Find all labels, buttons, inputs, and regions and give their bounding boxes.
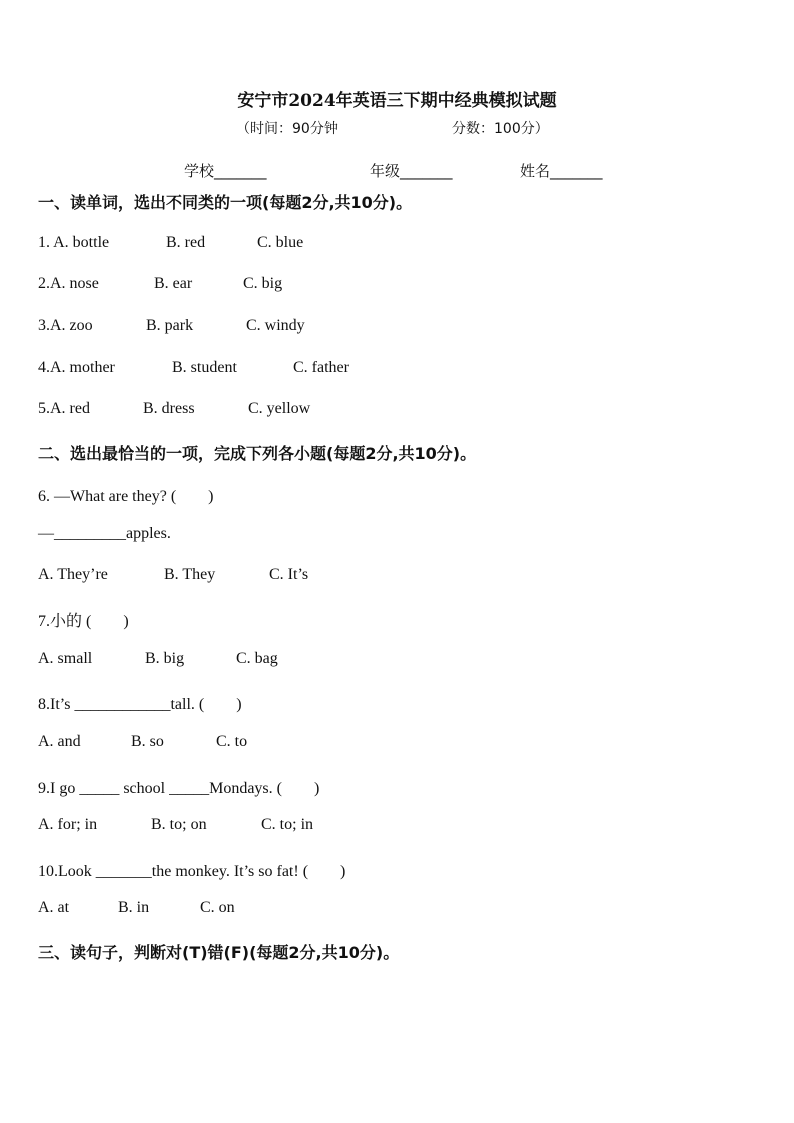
question-4 bbox=[38, 359, 349, 377]
option-a: A. They’re bbox=[38, 566, 108, 583]
option-c: C. blue bbox=[257, 234, 304, 251]
question-8: 8.It’s ____________tall. ( ) bbox=[38, 696, 242, 713]
option-c: C. bag bbox=[236, 650, 278, 667]
option-b: B. ear bbox=[154, 275, 193, 292]
option-a: 2.A. nose bbox=[38, 275, 99, 292]
exam-score: 分数：100分） bbox=[452, 121, 549, 137]
grade-field: 年级_______ bbox=[370, 162, 453, 180]
option-b: B. to; on bbox=[151, 816, 207, 833]
question-6-blank: —_________apples. bbox=[38, 525, 171, 542]
option-c: C. to; in bbox=[261, 816, 314, 833]
option-a: 4.A. mother bbox=[38, 359, 115, 376]
option-a: 5.A. red bbox=[38, 400, 90, 417]
section-heading-3: 三、读句子，判断对(T)错(F)(每题2分,共10分)。 bbox=[38, 943, 400, 962]
section-heading-2: 二、选出最恰当的一项，完成下列各小题(每题2分,共10分)。 bbox=[38, 444, 477, 463]
option-c: C. big bbox=[243, 275, 283, 292]
option-b: B. They bbox=[164, 566, 216, 583]
question-9-options bbox=[38, 816, 313, 834]
question-10-options bbox=[38, 899, 235, 917]
question-1 bbox=[38, 234, 303, 252]
option-b: B. red bbox=[166, 234, 206, 251]
option-a: A. at bbox=[38, 899, 70, 916]
option-b: B. big bbox=[145, 650, 185, 667]
question-3 bbox=[38, 317, 305, 335]
question-9: 9.I go _____ school _____Mondays. ( ) bbox=[38, 780, 320, 797]
question-10: 10.Look _______the monkey. It’s so fat! ( ) bbox=[38, 863, 346, 880]
option-a: 3.A. zoo bbox=[38, 317, 93, 334]
option-b: B. park bbox=[146, 317, 194, 334]
option-c: C. father bbox=[293, 359, 349, 376]
name-field: 姓名_______ bbox=[520, 162, 603, 180]
exam-time: （时间：90分钟 bbox=[236, 121, 338, 137]
option-a: 1. A. bottle bbox=[38, 234, 110, 251]
option-c: C. on bbox=[200, 899, 235, 916]
option-a: A. for; in bbox=[38, 816, 98, 833]
option-c: C. yellow bbox=[248, 400, 311, 417]
option-c: C. It’s bbox=[269, 566, 309, 583]
option-c: C. to bbox=[216, 733, 248, 750]
option-c: C. windy bbox=[246, 317, 305, 334]
section-heading-1: 一、读单词，选出不同类的一项(每题2分,共10分)。 bbox=[38, 193, 413, 212]
question-8-options bbox=[38, 733, 247, 751]
option-b: B. student bbox=[172, 359, 237, 376]
question-6: 6. —What are they? ( ) bbox=[38, 488, 214, 505]
question-7-options bbox=[38, 650, 278, 668]
option-a: A. and bbox=[38, 733, 81, 750]
page-title: 安宁市2024年英语三下期中经典模拟试题 bbox=[237, 91, 557, 111]
option-b: B. so bbox=[131, 733, 164, 750]
question-5 bbox=[38, 400, 310, 418]
school-field: 学校_______ bbox=[184, 162, 267, 180]
question-2 bbox=[38, 275, 282, 293]
question-7: 7.小的 ( ) bbox=[38, 613, 129, 630]
question-6-options bbox=[38, 566, 308, 584]
option-b: B. dress bbox=[143, 400, 195, 417]
option-b: B. in bbox=[118, 899, 150, 916]
option-a: A. small bbox=[38, 650, 93, 667]
